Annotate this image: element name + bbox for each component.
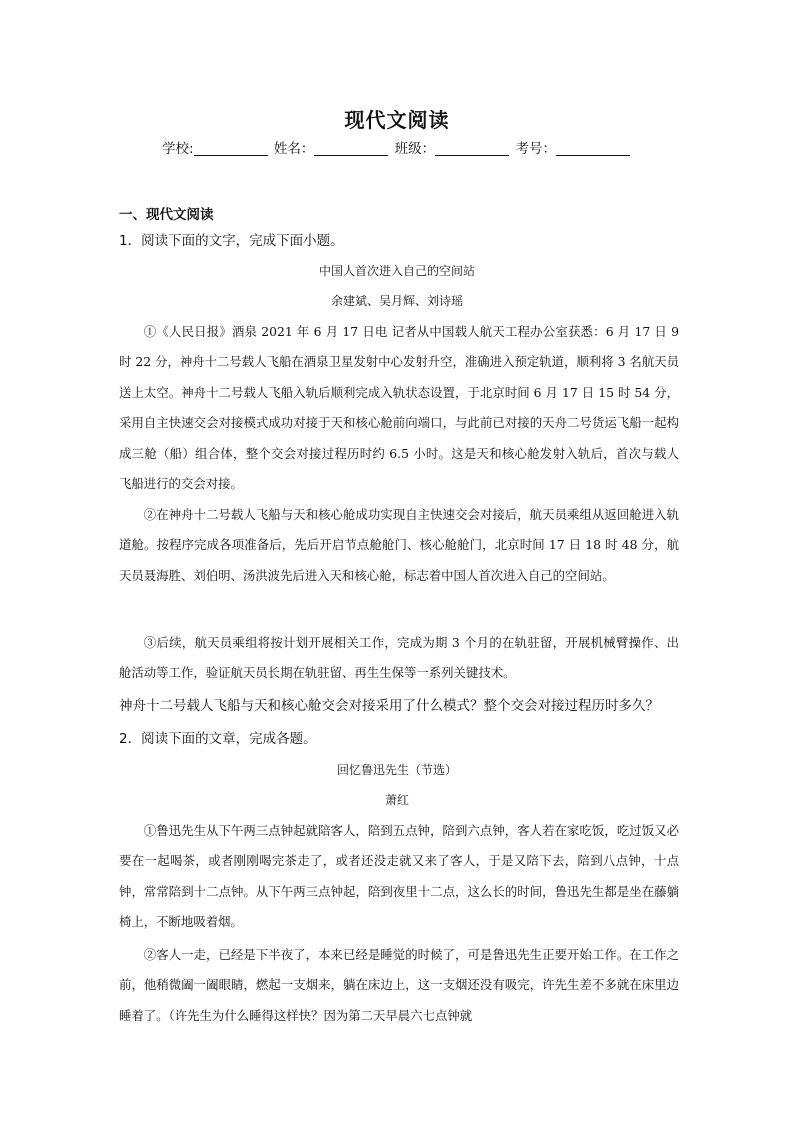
article-2-author: 萧红	[384, 793, 409, 807]
name-label: 姓名：	[273, 141, 315, 157]
name-blank[interactable]	[314, 141, 388, 156]
page-title: 现代文阅读	[344, 108, 450, 132]
exam-number-blank[interactable]	[556, 141, 630, 156]
article-1-authors: 余建斌、吴月辉、刘诗瑶	[330, 294, 463, 308]
question-1-prompt: 1．阅读下面的文字，完成下面小题。	[119, 233, 344, 249]
article-2-title: 回忆鲁迅先生（节选）	[336, 763, 457, 777]
class-blank[interactable]	[435, 141, 509, 156]
article-1-title: 中国人首次进入自己的空间站	[318, 264, 475, 278]
class-label: 班级：	[394, 141, 436, 157]
article-1-paragraph: ③后续，航天员乘组将按计划开展相关工作，完成为期 3 个月的在轨驻留，开展机械臂操作、出舱活动等工作，验证航天员长期在轨驻留、再生生保等一系列关键技术。	[119, 635, 679, 681]
article-2-paragraph: ②客人一走，已经是下半夜了，本来已经是睡觉的时候了，可是鲁迅先生正要开始工作。在工作之前，他稍微阖一阖眼睛，燃起一支烟来，躺在床边上，这一支烟还没有吸完，许先生差不多就在床里边睡着了。（许先生为什么睡得这样快？因为第二天早晨六七点钟就	[119, 947, 679, 1023]
article-2-paragraph: ①鲁迅先生从下午两三点钟起就陪客人，陪到五点钟，陪到六点钟，客人若在家吃饭，吃过饭又必要在一起喝茶，或者刚刚喝完茶走了，或者还没走就又来了客人，于是又陪下去，陪到八点钟，十点钟，常常陪到十二点钟。从下午两三点钟起，陪到夜里十二点，这么长的时间，鲁迅先生都是坐在藤躺椅上，不断地吸着烟。	[119, 823, 679, 930]
school-blank[interactable]	[194, 141, 268, 156]
exam-number-label: 考号：	[515, 141, 556, 157]
question-1-text: 神舟十二号载人飞船与天和核心舱交会对接采用了什么模式？整个交会对接过程历时多久？	[119, 698, 659, 714]
article-1-paragraph: ②在神舟十二号载人飞船与天和核心舱成功实现自主快速交会对接后，航天员乘组从返回舱进入轨道舱。按程序完成各项准备后，先后开启节点舱舱门、核心舱舱门，北京时间 17 日 18 时 48 分，航天员聂海胜、刘伯明、汤洪波先后进入天和核心舱，标志着中国人首次进入自己的空间站。	[119, 507, 679, 583]
student-info-row	[0, 137, 794, 157]
school-label: 学校:	[162, 141, 194, 157]
question-2-prompt: 2．阅读下面的文章，完成各题。	[119, 731, 317, 747]
article-1-paragraph: ①《人民日报》酒泉 2021 年 6 月 17 日电 记者从中国载人航天工程办公室获悉：6 月 17 日 9 时 22 分，神舟十二号载人飞船在酒泉卫星发射中心发射升空，准确进入预定轨道，顺利将 3 名航天员送上太空。神舟十二号载人飞船入轨后顺利完成入轨状态设置，于北京时间 6 月 17 日 15 时 54 分，采用自主快速交会对接模式成功对接于天和核心舱前向端口，与此前已对接的天舟二号货运飞船一起构成三舱（船）组合体，整个交会对接过程历时约 6.5 小时。这是天和核心舱发射入轨后，首次与载人飞船进行的交会对接。	[119, 324, 679, 492]
section-heading: 一、现代文阅读	[119, 207, 214, 223]
